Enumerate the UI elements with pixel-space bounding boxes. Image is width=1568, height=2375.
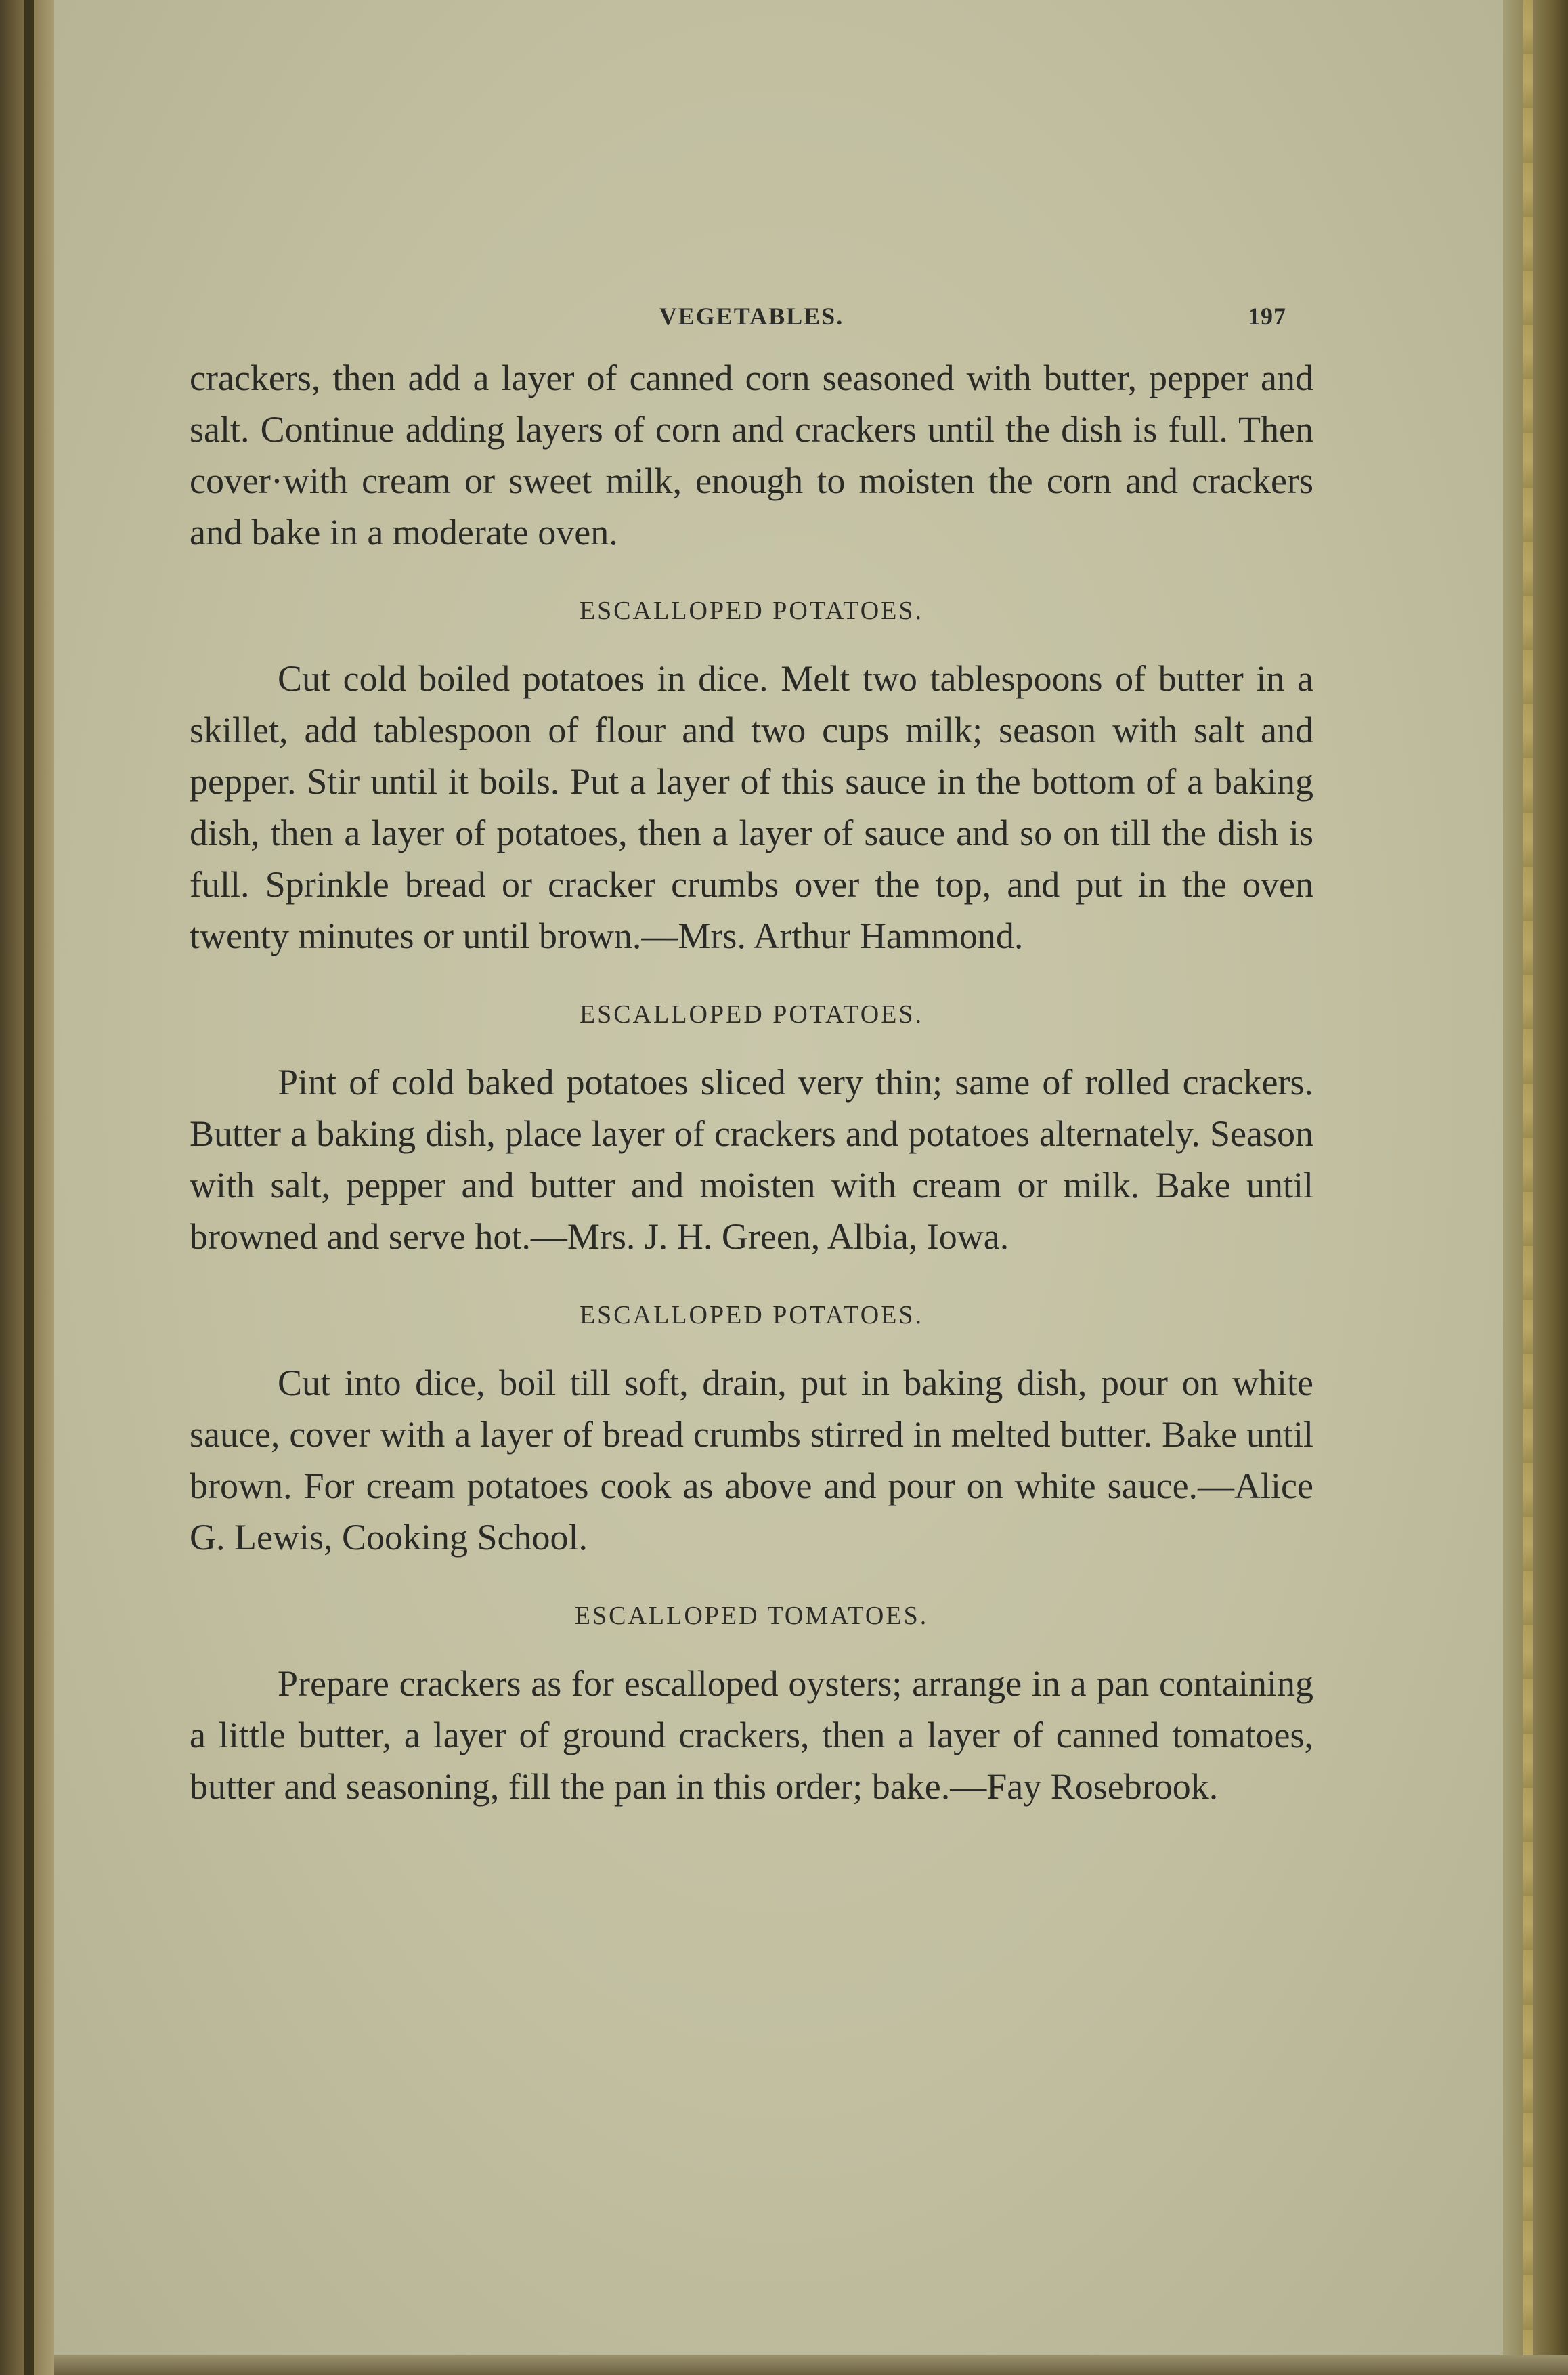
continued-paragraph: crackers, then add a layer of canned corn seasoned with butter, pepper and salt. Continue adding layers of corn and crackers until the dish is full. Then cover·with cream or sweet milk, enough to moisten the corn and crackers and bake in a moderate oven. <box>190 358 1313 553</box>
recipe-body: Prepare crackers as for escalloped oysters; arrange in a pan containing a little butter, a layer of ground crackers, then a layer of canned tomatoes, butter and seasoning, fill the pan in this order; bake.—Fay Rosebrook. <box>190 1663 1313 1807</box>
page-gilt-edge <box>1523 0 1533 2375</box>
page-number: 197 <box>1248 303 1286 330</box>
recipe-title: ESCALLOPED POTATOES. <box>579 1000 924 1029</box>
recipe-title: ESCALLOPED POTATOES. <box>579 597 924 625</box>
page-bottom-edge <box>54 2355 1568 2375</box>
page-right-edge <box>1503 0 1568 2375</box>
running-header <box>190 284 1313 352</box>
spine-gutter-shadow <box>24 0 34 2375</box>
recipe-title: ESCALLOPED POTATOES. <box>579 1301 924 1329</box>
running-title: VEGETABLES. <box>659 303 844 330</box>
recipe-title: ESCALLOPED TOMATOES. <box>574 1602 929 1630</box>
recipe-body: Cut into dice, boil till soft, drain, put in baking dish, pour on white sauce, cover with a layer of bread crumbs stirred in melted butter. Bake until brown. For cream potatoes cook as above and pour on white sauce.—Alice G. Lewis, Cooking School. <box>190 1363 1313 1558</box>
recipe-body: Pint of cold baked potatoes sliced very thin; same of rolled crackers. Butter a baking dish, place layer of crackers and potatoes alternately. Season with salt, pepper and butter and moisten with cream or milk. Bake until browned and serve hot.—Mrs. J. H. Green, Albia, Iowa. <box>190 1062 1313 1257</box>
page-content <box>190 284 1313 1812</box>
recipe-body: Cut cold boiled potatoes in dice. Melt two tablespoons of butter in a skillet, add tablespoon of flour and two cups milk; season with salt and pepper. Stir until it boils. Put a layer of this sauce in the bottom of a baking dish, then a layer of potatoes, then a layer of sauce and so on till the dish is full. Sprinkle bread or cracker crumbs over the top, and put in the oven twenty minutes or until brown.—Mrs. Arthur Hammond. <box>190 658 1313 956</box>
